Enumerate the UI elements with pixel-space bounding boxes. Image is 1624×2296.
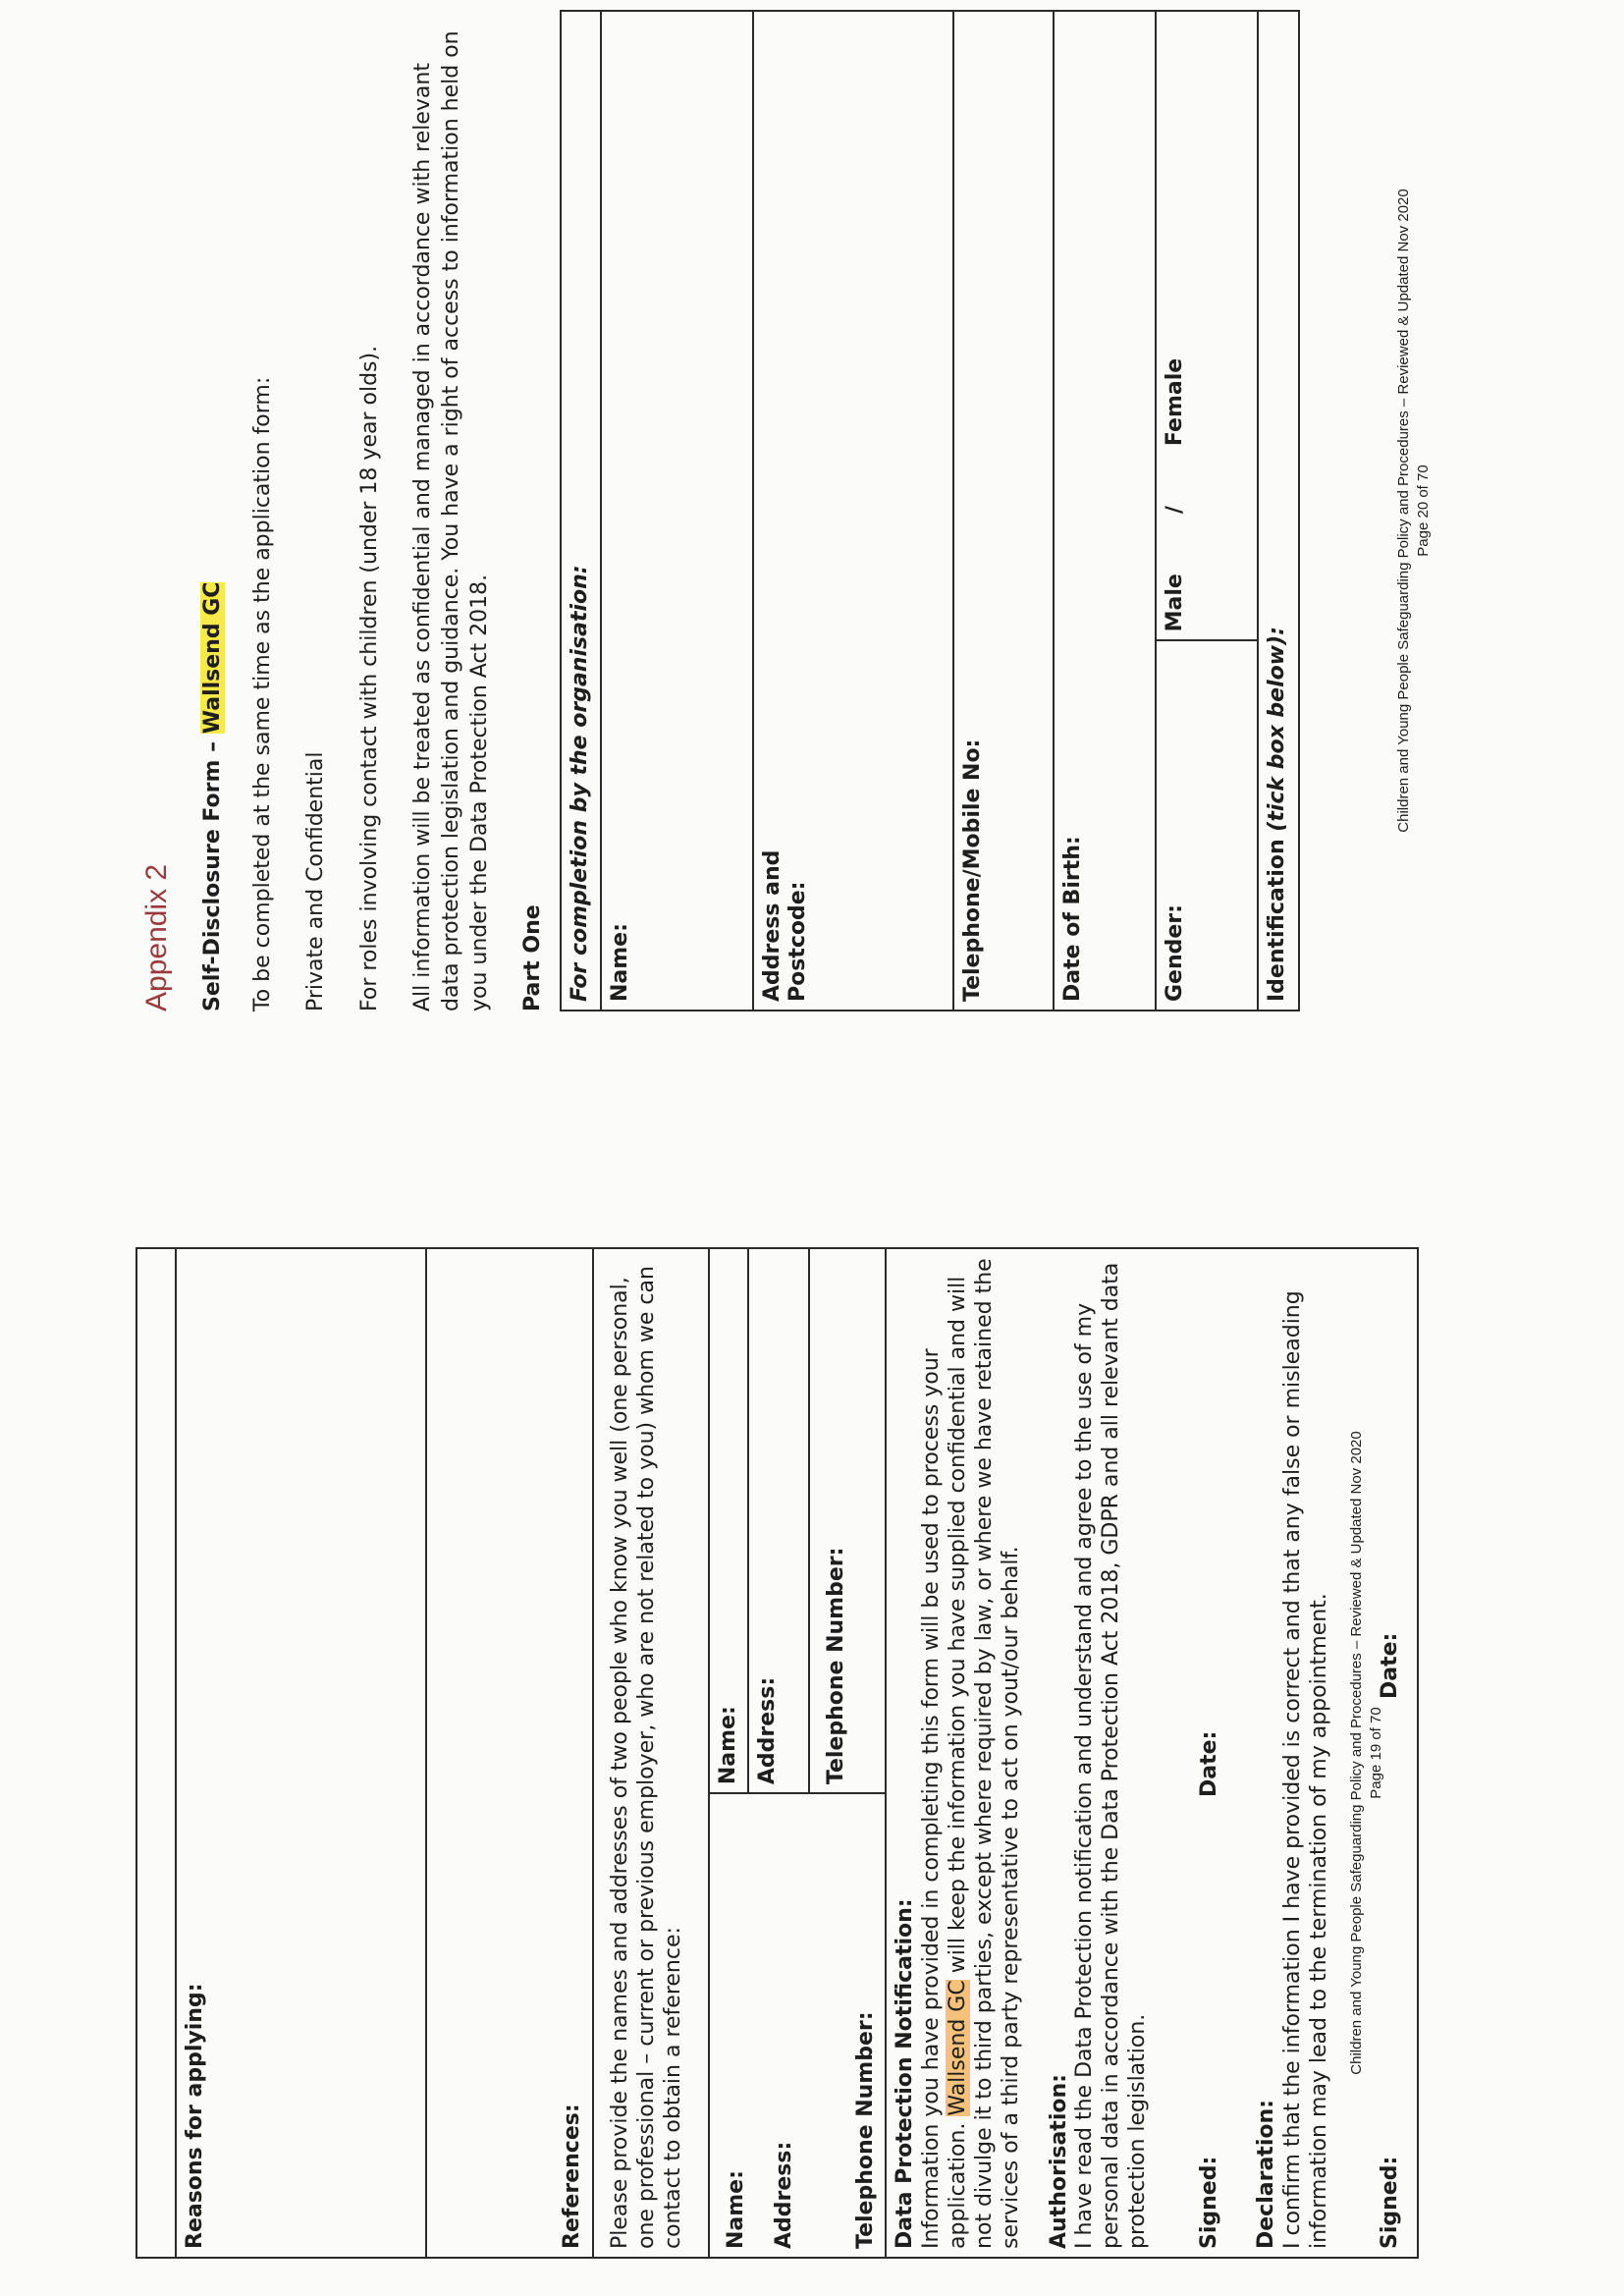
ref1-name-label: Name:: [724, 2170, 748, 2249]
gender-label-cell: [1156, 640, 1258, 1011]
left-page-footer: [1347, 1247, 1387, 2259]
right-footer-title: Children and Young People Safeguarding Policy and Procedures – Reviewed & Updated Nov 2020: [1395, 189, 1412, 833]
dp-text-after: will keep the information you have supplied confidential and will not divulge it to third parties, except where required by law, or where we have retained the services of a third party representative to act on yout/our behalf.: [946, 1258, 1023, 2249]
form-top-blank-row: [136, 1248, 176, 2258]
org-header-cell: [561, 11, 601, 1011]
references-cell: [426, 1248, 593, 2258]
left-footer-title: Children and Young People Safeguarding Policy and Procedures – Reviewed & Updated Nov 2020: [1348, 1431, 1365, 2075]
left-footer-page: Page 19 of 70: [1368, 1707, 1385, 1799]
decl-signed-label: Signed:: [1378, 2156, 1403, 2249]
decl-date-label: Date:: [1378, 1632, 1403, 1699]
ref1-address-label: Address:: [771, 2141, 796, 2249]
ref1-phone-label: Telephone Number:: [852, 2011, 878, 2249]
gender-options-cell[interactable]: [1156, 11, 1258, 640]
auth-signature-line[interactable]: [1197, 1257, 1224, 2249]
left-page-form-table: [135, 1247, 1419, 2259]
address-label-line1: Address and: [759, 849, 785, 1002]
auth-date-label: Date:: [1196, 1730, 1221, 1797]
self-disclosure-title: [199, 10, 228, 1011]
declarations-cell: [886, 1248, 1418, 2258]
ref1-cell[interactable]: [709, 1793, 886, 2258]
roles-note: For roles involving contact with children (under 18 year olds).: [356, 345, 382, 1011]
right-page: [137, 10, 1375, 1011]
dob-cell[interactable]: [1054, 11, 1156, 1011]
identification-hint: (tick box below):: [1264, 627, 1289, 832]
right-footer-page: Page 20 of 70: [1415, 465, 1433, 557]
title-club-highlight: Wallsend GC: [200, 581, 225, 735]
part-one-heading: Part One: [520, 904, 546, 1011]
ref2-cell[interactable]: [709, 1248, 886, 1793]
name-cell[interactable]: [601, 11, 753, 1011]
phone-label: Telephone/Mobile No:: [959, 738, 985, 1002]
references-label: References:: [560, 2104, 585, 2249]
ref2-address-label: Address:: [755, 1676, 780, 1785]
right-page-footer: [1394, 10, 1435, 1011]
declaration-text: I confirm that the information I have provided is correct and that any false or misleading information may lead to the termination of my appointment.: [1279, 1290, 1331, 2249]
reasons-cell[interactable]: [176, 1248, 426, 2258]
data-protection-title: Data Protection Notification:: [893, 1898, 918, 2249]
ref2-name-label: Name:: [716, 1706, 740, 1785]
club-name-highlight: Wallsend GC: [946, 1980, 971, 2116]
completion-note: To be completed at the same time as the application form:: [249, 376, 275, 1011]
data-protection-text: [919, 1257, 1024, 2249]
dp-text-before: Information you have provided in completing this form will be used to process your application.: [919, 1348, 971, 2249]
name-label: Name:: [607, 923, 632, 1002]
address-label-line2: Postcode:: [785, 881, 811, 1002]
authorisation-text: I have read the Data Protection notification and understand and agree to the use of my personal data in accordance with the Data Protection Act 2018, GDPR and all relevant data protection legislation.: [1072, 1262, 1151, 2249]
ref2-phone-label: Telephone Number:: [824, 1547, 848, 1785]
dob-label: Date of Birth:: [1059, 836, 1085, 1002]
address-cell[interactable]: [753, 11, 953, 1011]
gender-label: Gender:: [1162, 904, 1187, 1002]
gender-male[interactable]: Male: [1162, 574, 1187, 632]
authorisation-title: Authorisation:: [1046, 2074, 1071, 2249]
identification-label: Identification: [1264, 831, 1289, 1002]
references-text: Please provide the names and addresses of two people who know you well (one personal, one professional – current or previous employer, who are not related to you) whom we can contact to obtain a reference:: [608, 1266, 685, 2249]
references-instructions-cell: [593, 1248, 709, 2258]
org-header: For completion by the organisation:: [567, 565, 592, 1002]
reasons-label: Reasons for applying:: [183, 1983, 207, 2249]
identification-cell[interactable]: [1258, 11, 1299, 1011]
part-one-table: [560, 10, 1300, 1011]
appendix-heading: Appendix 2: [140, 863, 173, 1011]
declaration-title: Declaration:: [1253, 2100, 1278, 2249]
gender-female[interactable]: Female: [1162, 357, 1187, 447]
phone-cell[interactable]: [953, 11, 1054, 1011]
title-prefix: Self-Disclosure Form –: [200, 734, 225, 1011]
gender-slash: /: [1162, 506, 1187, 515]
auth-signed-label: Signed:: [1196, 2156, 1221, 2249]
confidentiality-note: All information will be treated as confidential and managed in accordance with relevant data protection legislation and guidance. You have a right of access to information held on you under the Data Protection Act 2018.: [410, 30, 492, 1011]
private-confidential: Private and Confidential: [303, 751, 329, 1011]
